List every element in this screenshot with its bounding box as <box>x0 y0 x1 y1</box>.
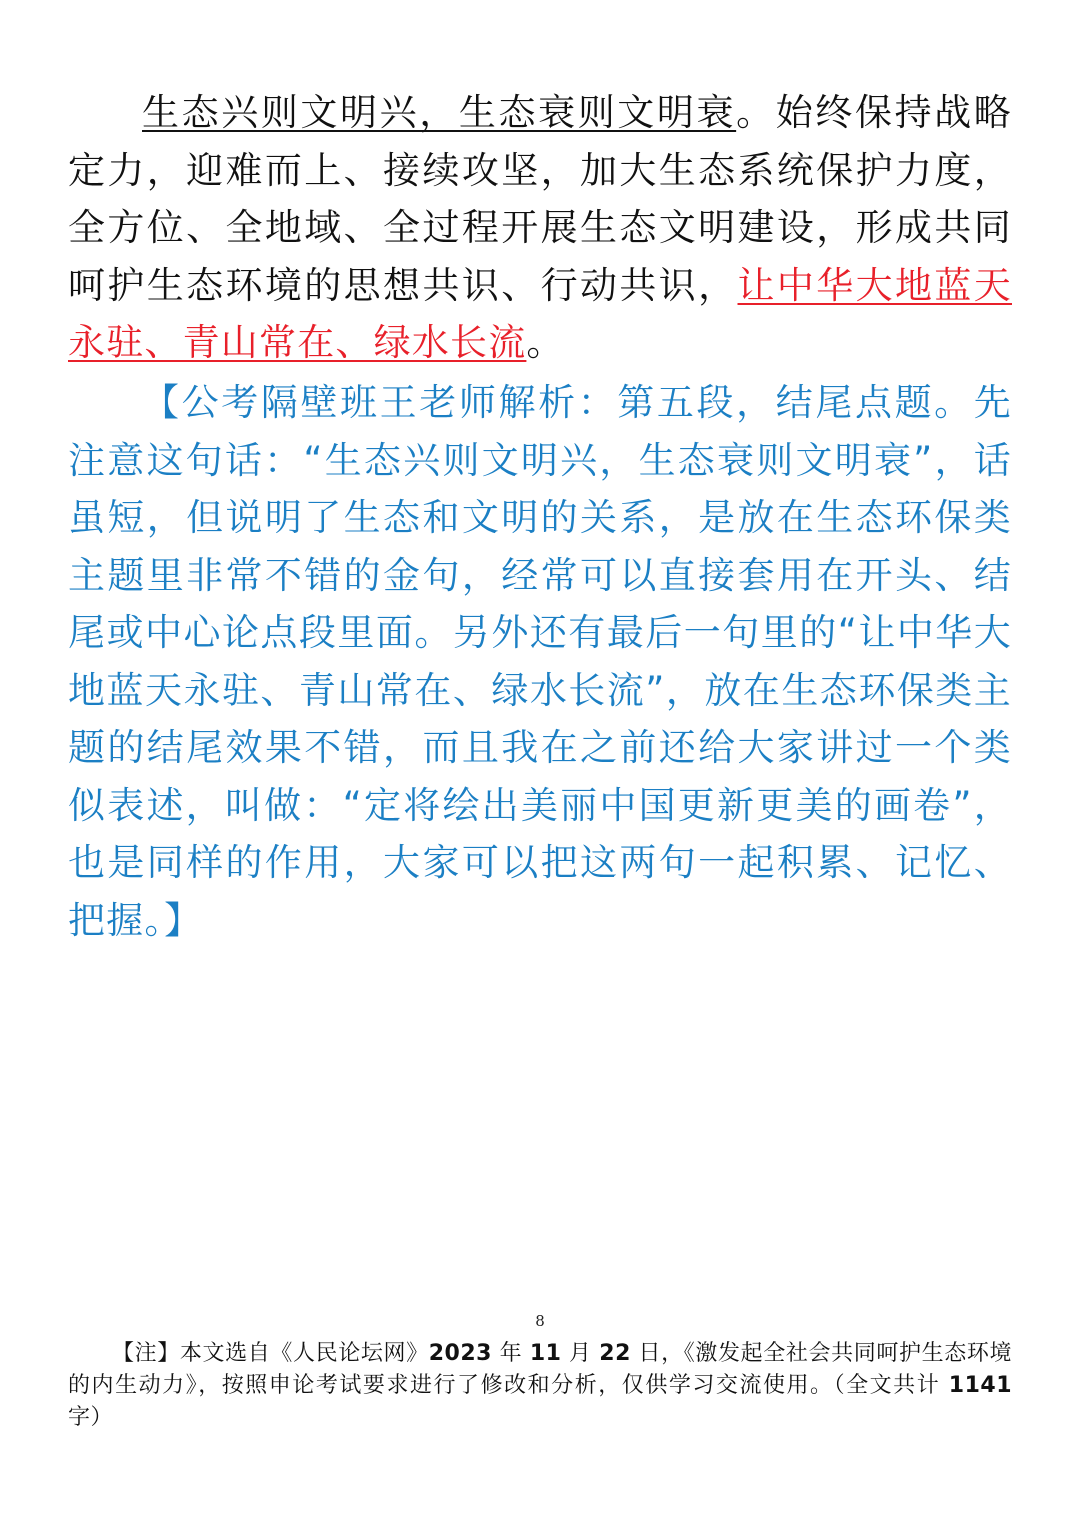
footnote-year: 2023 <box>428 1341 492 1366</box>
main-paragraph <box>68 84 1012 372</box>
source-footnote <box>68 1338 1012 1434</box>
teacher-analysis-paragraph: 【公考隔壁班王老师解析：第五段，结尾点题。先注意这句话：“生态兴则文明兴，生态衰则文明衰”，话虽短，但说明了生态和文明的关系，是放在生态环保类主题里非常不错的金句，经常可以直接套用在开头、结尾或中心论点段里面。另外还有最后一句里的“让中华大地蓝天永驻、青山常在、绿水长流”，放在生态环保类主题的结尾效果不错，而且我在之前还给大家讲过一个类似表述，叫做：“定将绘出美丽中国更新更美的画卷”，也是同样的作用，大家可以把这两句一起积累、记忆、把握。】 <box>68 381 1012 942</box>
page-number: 8 <box>535 1312 545 1330</box>
footnote-text-2: 年 <box>491 1341 530 1366</box>
footnote-month: 11 <box>529 1341 562 1366</box>
footnote-text-4: 日，《激发起全社会共同呵护生态环境的内生动力》，按照申论考试要求进行了修改和分析，仅供学习交流使用。（全文共计 <box>68 1341 1012 1398</box>
footnote-day: 22 <box>599 1341 631 1366</box>
main-paragraph-body: 。始终保持战略定力，迎难而上、接续攻坚，加大生态系统保护力度，全方位、全地域、全过程开展生态文明建设，形成共同呵护生态环境的思想共识、行动共识， <box>68 91 1012 307</box>
footnote-text-1: 【注】本文选自《人民论坛网》 <box>112 1341 429 1366</box>
footnote-text-3: 月 <box>561 1341 600 1366</box>
red-highlighted-sentence: 让中华大地蓝天永驻、青山常在、绿水长流 <box>68 263 1012 364</box>
footnote-word-count: 1141 <box>948 1373 1012 1398</box>
footnote-text-5: 字） <box>68 1405 114 1430</box>
main-paragraph-ending: 。 <box>526 321 565 364</box>
underlined-key-sentence: 生态兴则文明兴，生态衰则文明衰 <box>142 91 737 134</box>
